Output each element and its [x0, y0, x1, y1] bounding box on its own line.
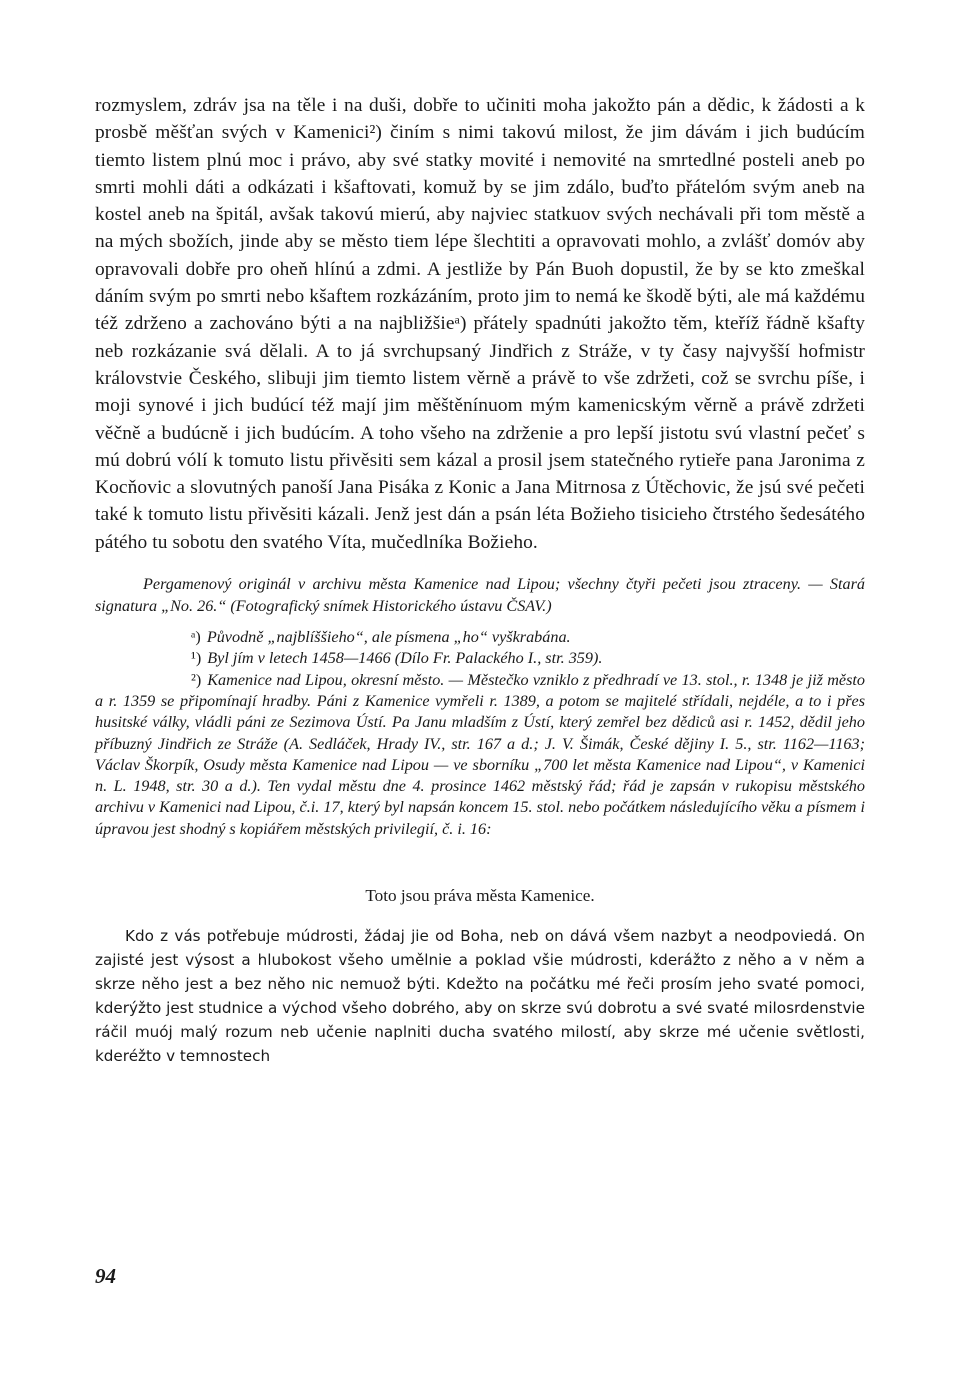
- footnotes: [95, 627, 865, 840]
- footnote-mark: ¹): [191, 649, 202, 668]
- page-content: [95, 92, 865, 1068]
- main-paragraph: rozmyslem, zdráv jsa na těle i na duši, dobře to učiniti moha jakožto pán a dědic, k žádosti a k prosbě měšťan svých v Kamenici²) činím s nimi takovú milost, že jim dávám i jich budúcím tiemto listem plnú moc i právo, aby své statky movité i nemovité na smrtedlné posteli aneb po smrti mohli dáti a odkázati i kšaftovati, komuž by se jim zdálo, buďto přátelóm svým aneb na kostel aneb na špitál, avšak takovú mierú, aby najviec statkuov svých nechávali při tom městě a na mých sbožích, jinde aby se město tiem lépe šlechtiti a opravovati mohlo, a zvlášť domóv aby opravovali dobře pro oheň hlínú a zdmi. A jestliže by Pán Buoh dopustil, že by se kto zmeškal dáním svým po smrti nebo kšaftem rozkázáním, proto jim to nemá ke škodě býti, ale má každému též zdrženo a zachováno býti a na najbližšieᵃ) přátely spadnúti jakožto těm, kteříž řádně kšafty neb rozkázanie svá dělali. A to já svrchupsaný Jindřich z Stráže, v ty časy najvyšší hofmistr královstvie Českého, slibuji jim tiemto listem věrně a právě to vše zdržeti, což se svrchu píše, i moji synové i jich budúcí též mají jim měštěnínuom mým kamenicským věrně a právě zdržeti věčně a budúcně i jich budúcím. A toho všeho na zdrženie a pro lepší jistotu svú vlastní pečeť s mú dobrú vólí k tomuto listu přivěsiti sem kázal a prosil jsem statečného rytieře pana Jaronima z Kocňovic a slovutných panoší Jana Pisáka z Konic a Jana Mitrnosa z Útěchovic, že jsú své pečeti také k tomuto listu přivěsiti kázali. Jenž jest dán a psán léta Božieho tisicieho čtrstého šedesátého pátého tu sobotu den svatého Víta, mučedlníka Božieho.: [95, 95, 865, 553]
- page-number: 94: [95, 1264, 116, 1288]
- footnote-a: [95, 627, 865, 648]
- footnote-2: [95, 670, 865, 840]
- footnote-1: [95, 648, 865, 669]
- footnote-text: Byl jím v letech 1458—1466 (Dílo Fr. Palackého I., str. 359).: [207, 649, 603, 668]
- source-note: Pergamenový originál v archivu města Kamenice nad Lipou; všechny čtyři pečeti jsou ztraceny. — Stará signatura „No. 26.“ (Fotografický snímek Historického ústavu ČSAV.): [95, 575, 865, 615]
- section-title: Toto jsou práva města Kamenice.: [365, 886, 595, 906]
- section-paragraph: Kdo z vás potřebuje múdrosti, žádaj jie od Boha, neb on dává všem nazbyt a neodpoviedá. On zajisté jest výsost a hlubokost všeho umělnie a poklad všie múdrosti, kderážto z něho a v něm a skrze něho jest a bez něho nic nemuož býti. Kdežto na počátku mé řeči prosím jeho svaté pomoci, kderýžto jest studnice a východ všeho dobrého, aby on skrze svú dobrotu a své svaté milosrdenstvie ráčil muój malý rozum neb učenie naplniti ducha svatého milostí, aby skrze mé učenie světlosti, kderéžto v temnostech: [95, 927, 865, 1066]
- footnote-mark: ᵃ): [191, 628, 201, 647]
- footnote-mark: ²): [191, 670, 202, 689]
- footnote-text: Kamenice nad Lipou, okresní město. — Městečko vzniklo z předhradí ve 13. stol., r. 1348 je již město a r. 1359 se připomínají hradby. Páni z Kamenice vymřeli r. 1389, a potom se majitelé střídali, nejdéle, a to i přes husitské války, vládli páni ze Sezimova Ústí. Pa Janu mladším z Ústí, který zemřel bez dědiců asi r. 1452, dědil jeho příbuzný Jindřich ze Stráže (A. Sedláček, Hrady IV., str. 167 a d.; J. V. Šimák, České dějiny I. 5., str. 1162—1163; Václav Škorpík, Osudy města Kamenice nad Lipou — ve sborníku „700 let města Kamenice nad Lipou“, v Kamenici n. L. 1948, str. 30 a d.). Ten vydal městu dne 4. prosince 1462 městský řád; řád je zapsán v rukopisu městského archivu v Kamenici nad Lipou, č.i. 17, který byl napsán koncem 15. stol. nebo počátkem následujícího věku a písmem i úpravou jest shodný s kopiářem městských privilegií, č. i. 16:: [95, 670, 865, 838]
- footnote-text: Původně „najblíššieho“, ale písmena „ho“ vyškrabána.: [206, 628, 571, 647]
